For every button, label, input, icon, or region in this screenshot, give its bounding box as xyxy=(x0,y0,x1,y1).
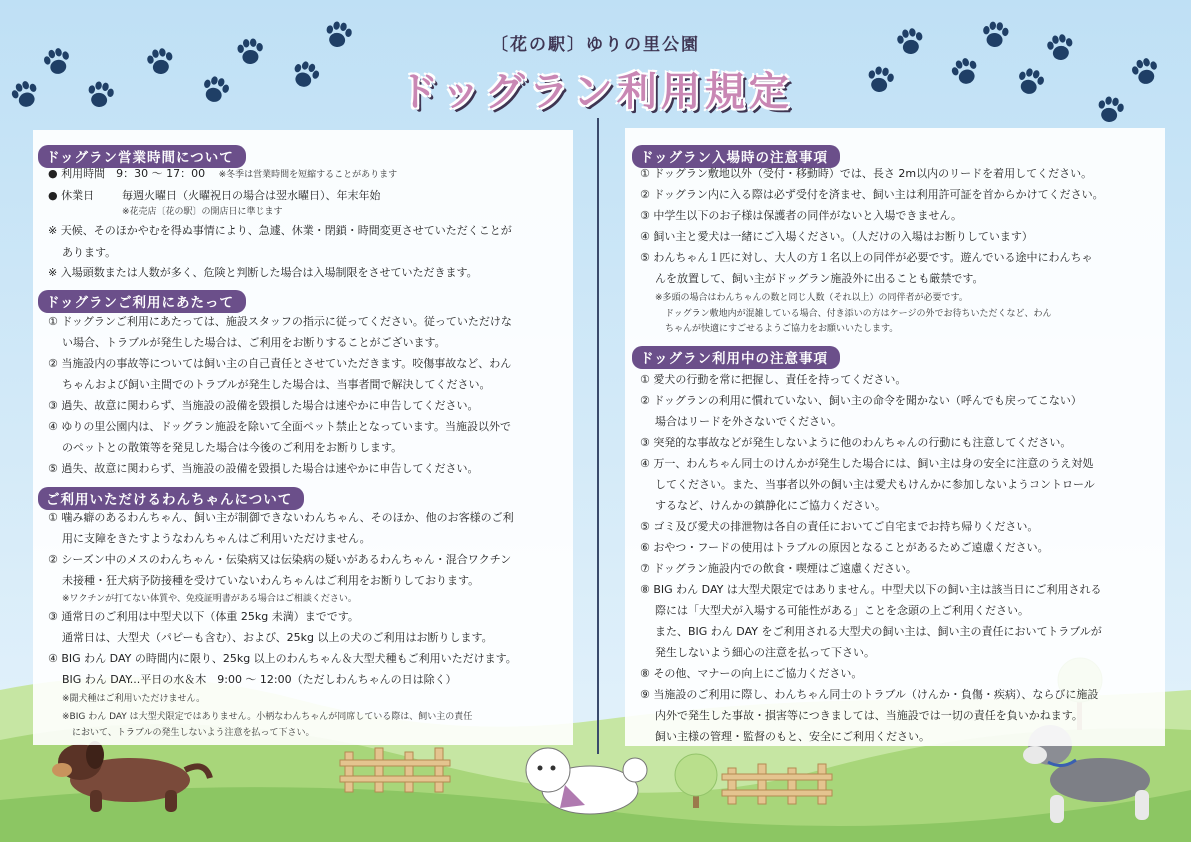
hours-section xyxy=(38,145,246,168)
dogs-section xyxy=(38,487,304,510)
during-line: ④ 万一、わんちゃん同士のけんかが発生した場合には、飼い主は身の安全に注意のうえ対処 xyxy=(640,457,1094,470)
dogs-line: ② シーズン中のメスのわんちゃん・伝染病又は伝染病の疑いがあるわんちゃん・混合ワクチン xyxy=(48,553,512,566)
section-heading: ドッグランご利用にあたって xyxy=(38,290,246,313)
dogs-line: ① 噛み癖のあるわんちゃん、飼い主が制御できないわんちゃん、そのほか、他のお客様のご利 xyxy=(48,511,514,524)
during-line: ② ドッグランの利用に慣れていない、飼い主の命令を聞かない（呼んでも戻ってこない） xyxy=(640,394,1082,407)
usage-line: ⑤ 過失、故意に関わらず、当施設の設備を毀損した場合は速やかに申告してください。 xyxy=(48,462,479,475)
entry-line: ⑤ わんちゃん１匹に対し、大人の方１名以上の同伴が必要です。遊んでいる途中にわんちゃ xyxy=(640,251,1093,264)
during-line: ⑤ ゴミ及び愛犬の排泄物は各自の責任においてご自宅までお持ち帰りください。 xyxy=(640,520,1039,533)
dogs-line: 通常日は、大型犬（パピーも含む）、および、25kg 以上の犬のご利用はお断りします。 xyxy=(62,631,493,644)
usage-line: ① ドッグランご利用にあたっては、施設スタッフの指示に従ってください。従っていただけな xyxy=(48,315,512,328)
during-line: ③ 突発的な事故などが発生しないように他のわんちゃんの行動にも注意してください。 xyxy=(640,436,1072,449)
during-section xyxy=(632,346,840,369)
dogs-line: ③ 通常日のご利用は中型犬以下（体重 25kg 未満）までです。 xyxy=(48,610,359,623)
usage-line: のペットとの散策等を発見した場合は今後のご利用をお断りします。 xyxy=(62,441,403,454)
dogs-line: ④ BIG わん DAY の時間内に限り、25kg 以上のわんちゃん＆大型犬種もご利用いただけます。 xyxy=(48,652,517,665)
usage-section xyxy=(38,290,246,313)
during-line: ⑧ その他、マナーの向上にご協力ください。 xyxy=(640,667,863,680)
site-name: 〔花の駅〕ゆりの里公園 xyxy=(491,35,700,55)
entry-line: ① ドッグラン敷地以外（受付・移動時）では、長さ 2m以内のリードを着用してください。 xyxy=(640,167,1093,180)
during-line: 場合はリードを外さないでください。 xyxy=(655,415,842,428)
during-line: ① 愛犬の行動を常に把握し、責任を持ってください。 xyxy=(640,373,907,386)
usage-line: ④ ゆりの里公園内は、ドッグラン施設を除いて全面ペット禁止となっています。当施設以外で xyxy=(48,420,512,433)
during-line: するなど、けんかの鎮静化にご協力ください。 xyxy=(655,499,886,512)
usage-line: ちゃんおよび飼い主間でのトラブルが発生した場合は、当事者間で解決してください。 xyxy=(62,378,491,391)
during-line: ⑥ おやつ・フードの使用はトラブルの原因となることがあるためご遠慮ください。 xyxy=(640,541,1049,554)
usage-line: い場合、トラブルが発生した場合は、ご利用をお断りすることがございます。 xyxy=(62,336,446,349)
hours-closed-note: ※花売店〔花の駅〕の開店日に準じます xyxy=(122,207,283,217)
entry-line: んを放置して、飼い主がドッグラン施設外に出ることも厳禁です。 xyxy=(655,272,984,285)
dogs-note: ※ワクチンが打てない体質や、免疫証明書がある場合はご相談ください。 xyxy=(62,594,357,604)
section-heading: ドッグラン入場時の注意事項 xyxy=(632,145,840,168)
during-line: 内外で発生した事故・損害等につきましては、当施設では一切の責任を負いかねます。 xyxy=(655,709,1083,722)
hours-note: ※ 入場頭数または人数が多く、危険と判断した場合は入場制限をさせていただきます。 xyxy=(48,266,478,279)
entry-line: ④ 飼い主と愛犬は一緒にご入場ください。（人だけの入場はお断りしています） xyxy=(640,230,1033,243)
during-line: ⑧ BIG わん DAY は大型犬限定ではありません。中型犬以下の飼い主は該当日にご利用される xyxy=(640,583,1102,596)
dogs-note: ※闘犬種はご利用いただけません。 xyxy=(62,694,206,704)
hours-note: ※ 天候、そのほかやむを得ぬ事情により、急遽、休業・閉鎖・時間変更させていただくことが xyxy=(48,224,512,237)
entry-note: ドッグラン敷地内が混雑している場合、付き添いの方はケージの外でお待ちいただくなど、わん xyxy=(665,309,1052,319)
section-heading: ドッグラン営業時間について xyxy=(38,145,246,168)
dogs-line: 未接種・狂犬病予防接種を受けていないわんちゃんはご利用をお断りしております。 xyxy=(62,574,480,587)
during-line: ⑨ 当施設のご利用に際し、わんちゃん同士のトラブル（けんか・負傷・疾病）、ならびに施設 xyxy=(640,688,1099,701)
during-line: してください。また、当事者以外の飼い主は愛犬もけんかに参加しないようコントロール xyxy=(655,478,1095,491)
during-line: また、BIG わん DAY をご利用される大型犬の飼い主は、飼い主の責任においてトラブルが xyxy=(655,625,1102,638)
section-heading: ドッグラン利用中の注意事項 xyxy=(632,346,840,369)
usage-line: ③ 過失、故意に関わらず、当施設の設備を毀損した場合は速やかに申告してください。 xyxy=(48,399,479,412)
entry-line: ③ 中学生以下のお子様は保護者の同伴がないと入場できません。 xyxy=(640,209,963,222)
dogs-line: BIG わん DAY...平日の水＆木 9:00 〜 12:00（ただしわんちゃんの日は除く） xyxy=(62,673,457,686)
column-divider xyxy=(597,118,599,754)
page-title: ドッグラン利用規定 xyxy=(398,69,793,115)
entry-section xyxy=(632,145,840,168)
usage-line: ② 当施設内の事故等については飼い主の自己責任とさせていただきます。咬傷事故など、わん xyxy=(48,357,512,370)
section-heading: ご利用いただけるわんちゃんについて xyxy=(38,487,304,510)
hours-note: あります。 xyxy=(62,246,117,259)
dogs-note: において、トラブルの発生しないよう注意を払って下さい。 xyxy=(72,728,315,738)
during-line: 発生しないよう細心の注意を払って下さい。 xyxy=(655,646,875,659)
hours-time: ● 利用時間 9：30 〜 17：00 ※冬季は営業時間を短縮することがあります xyxy=(48,167,398,180)
dogs-note: ※BIG わん DAY は大型犬限定ではありません。小柄なわんちゃんが同席している際は、飼い主の責任 xyxy=(62,712,473,722)
during-line: 際には「大型犬が入場する可能性がある」ことを念頭の上ご利用ください。 xyxy=(655,604,1029,617)
entry-note: ※多頭の場合はわんちゃんの数と同じ人数（それ以上）の同伴者が必要です。 xyxy=(655,293,968,303)
entry-line: ② ドッグラン内に入る際は必ず受付を済ませ、飼い主は利用許可証を首からかけてください。 xyxy=(640,188,1104,201)
entry-note: ちゃんが快適にすごせるようご協力をお願いいたします。 xyxy=(665,324,899,334)
hours-closed: ● 休業日 毎週火曜日（火曜祝日の場合は翌水曜日）、年末年始 xyxy=(48,189,381,202)
during-line: ⑦ ドッグラン施設内での飲食・喫煙はご遠慮ください。 xyxy=(640,562,917,575)
dogs-line: 用に支障をきたすようなわんちゃんはご利用いただけません。 xyxy=(62,532,371,545)
during-line: 飼い主様の管理・監督のもと、安全にご利用ください。 xyxy=(655,730,930,743)
